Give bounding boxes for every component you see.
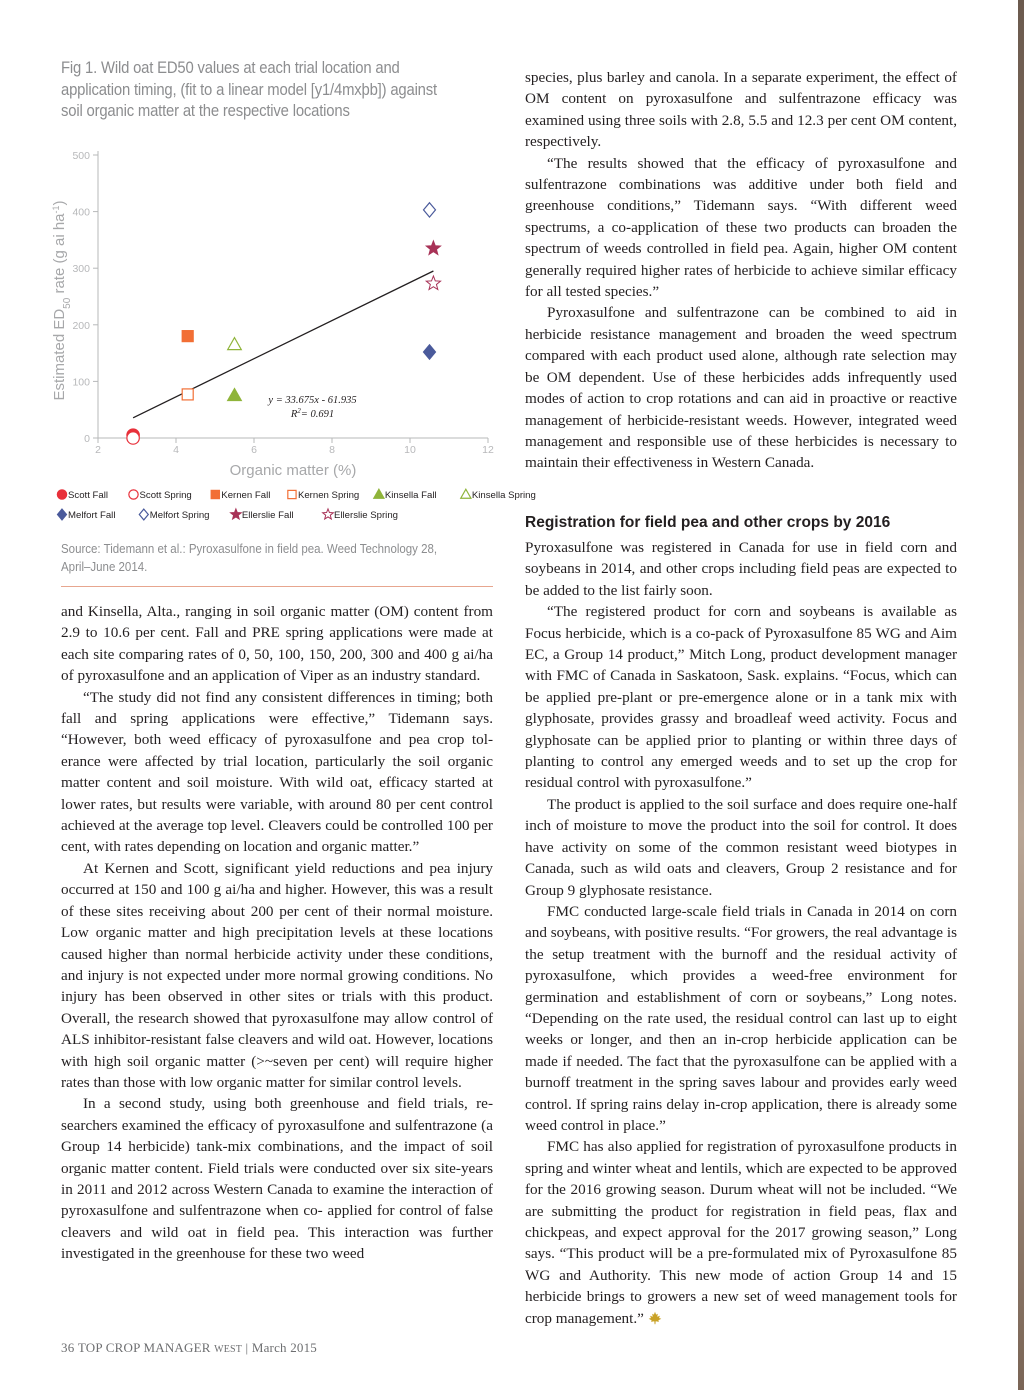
paragraph: In a second study, using both greenhouse and field trials, researchers examined the efficacy of pyroxasulfone and sulfentrazone (a Group 14 herbicide) tank-mix combinations, and the impact of soil organic matter content. Field trials were conducted over six site-years in 2011 and 2012 across Western Canada to examine the interaction of pyroxasulfone and sulfentrazone when co- applied for control of false cleavers and wild oat in field pea. This interaction was further investigated in the greenhouse for these two weed	[61, 1095, 493, 1263]
paragraph: At Kernen and Scott, significant yield reductions and pea injury occurred at 150 and 100 g ai/ha and higher. However, this was a result of these sites receiving about 200 per cent of their normal moisture. Low organic matter and high precipitation levels at these locations caused higher than normal herbicide activity under these conditions, and injury is not expected under more normal growing conditions. No injury has been observed in other sites or trials with this product. Overall, the research showed that pyroxasulfone may allow control of ALS inhibitor-resistant false cleavers and wild oat. However, locations with high soil organic matter (>~seven per cent) will require higher rates than those with low organic matter for similar control levels.	[61, 859, 493, 1091]
page-footer	[61, 1340, 317, 1356]
maple-leaf-end-icon	[648, 1311, 662, 1325]
legend-marker-kernen-fall	[211, 490, 219, 498]
paragraph: Pyroxasulfone and sulfentrazone can be combined to aid in herbicide resistance management and broaden the weed spectrum compared with each product used alone, although rate selection may be OM dependent. Use of these herbicides adds infrequently used modes of action to crop rotations and can aid in proactive or reactive management of herbicide-resistant weeds. However, integrated weed management and responsible use of these herbicides is necessary to maintain their effectiveness in Western Canada.	[525, 304, 957, 472]
data-point-kernen-fall	[182, 331, 193, 342]
y-tick-label: 500	[72, 150, 90, 162]
y-tick-label: 100	[72, 376, 90, 389]
legend-label-kinsella-fall: Kinsella Fall	[384, 490, 437, 501]
paragraph: “The results showed that the efficacy of pyroxasulfone and sulfentrazone combinations was additive under both field and greenhouse conditions,” Tidemann says. “With different weed spectrums, a co-application of these two products can broaden the spectrum of weeds controlled in field pea. Again, higher OM content generally required higher rates of herbicide to achieve similar efficacy for all tested species.”	[525, 154, 957, 301]
y-tick-label: 300	[72, 263, 90, 276]
data-point-kinsella-fall	[228, 389, 242, 401]
issue-date: March 2015	[251, 1340, 317, 1355]
left-column-text	[61, 601, 493, 1265]
paragraph: “The study did not find any consistent differences in timing; both fall and spring applications were effective,” Tidemann says. “However, both weed efficacy of pyroxasulfone and pea crop tolerance were affected by trial location, particularly the soil organic matter content and soil moisture. With wild oat, efficacy started at lower rates, but results were variable, with around 80 per cent control achieved at the average top level. Cleavers could be controlled 100 per cent, with rates depending on location and organic matter.”	[61, 688, 493, 856]
x-tick-label: 2	[95, 444, 101, 456]
page-edge-shadow	[1018, 0, 1024, 1390]
legend-label-melfort-fall: Melfort Fall	[68, 510, 116, 521]
legend-marker-scott-fall	[57, 490, 66, 499]
x-tick-label: 10	[404, 444, 416, 456]
legend-marker-scott-spring	[129, 490, 138, 499]
legend-marker-melfort-fall	[58, 509, 67, 520]
legend-marker-melfort-spring	[139, 509, 148, 520]
page-number: 36	[61, 1340, 75, 1355]
legend-label-kernen-spring: Kernen Spring	[297, 490, 360, 501]
publication-edition: WEST	[214, 1344, 243, 1355]
paragraph: “The registered product for corn and soybeans is available as Focus herbicide, which is a co-pack of Pyroxasulfone 85 WG and Aim EC, a Group 14 product,” Mitch Long, product development manager with FMC of Canada in Saskatoon, Sask. explains. “Focus, which can be applied pre-plant or pre-emergence alone or in a tank mix with glyphosate, provides grassy and broadleaf weed activity. Focus and glyphosate can be applied prior to planting or within three days of planting to control any emerged weeds and to set up the crop for residual control with pyroxasulfone.”	[525, 603, 957, 792]
legend-label-ellerslie-spring: Ellerslie Spring	[334, 510, 398, 521]
paragraph: and Kinsella, Alta., ranging in soil organic matter (OM) content from 2.9 to 10.6 per cent. Fall and PRE spring applications were made at each site comparing rates of 0, 50, 100, 150, 200, 300 and 400 g ai/ha of pyroxasulfone and an application of Viper as an industry standard.	[61, 603, 493, 685]
legend-marker-ellerslie-spring	[323, 509, 334, 519]
x-tick-label: 12	[482, 444, 494, 456]
x-tick-label: 6	[251, 444, 257, 456]
legend-label-ellerslie-fall: Ellerslie Fall	[241, 510, 294, 521]
paragraph: FMC conducted large-scale field trials in Canada in 2014 on corn and soybeans, with positive results. “For growers, the real advantage is the setup treatment with the burnoff and the residual activity of pyroxasulfone, which provides a weed-free environment for germination and establishment of corn or soybeans,” Long notes. “Depending on the rate used, the residual control can last up to eight weeks or longer, and then an in-crop herbicide application can be made if needed. The fact that the pyroxasulfone can be applied with a burnoff treatment in the spring saves labour and provides early weed control. If spring rains delay in-crop application, there is already some weed control in place.”	[525, 902, 957, 1134]
figure-caption: Fig 1. Wild oat ED50 values at each trial location and application timing, (fit to a linear model [y1/4mxþb]) against soil organic matter at the respective locations	[61, 59, 437, 120]
data-point-ellerslie-fall	[426, 241, 440, 255]
x-tick-label: 4	[173, 444, 179, 456]
legend-marker-kinsella-fall	[374, 489, 384, 498]
legend-label-kinsella-spring: Kinsella Spring	[471, 490, 536, 501]
data-point-scott-spring	[127, 432, 139, 444]
paragraph: The product is applied to the soil surface and does require one-half inch of moisture to move the product into the soil for control. It does have activity on some of the common resistant weed biotypes in Canada, such as wild oats and cleavers, Group 2 resistance and for Group 9 glyphosate resistance.	[525, 795, 957, 899]
legend-marker-kinsella-spring	[461, 489, 471, 498]
x-axis-label: Organic matter (%)	[229, 462, 357, 479]
legend-marker-kernen-spring	[288, 490, 296, 498]
y-tick-label: 200	[72, 319, 90, 332]
figure-source: Source: Tidemann et al.: Pyroxasulfone in field pea. Weed Technology 28, April–June 2014.	[61, 542, 438, 574]
x-tick-label: 8	[329, 444, 335, 456]
figure-divider	[61, 586, 493, 587]
scatter-chart	[40, 140, 536, 535]
fit-r-squared: $R^2= 0.691$	[290, 407, 335, 421]
paragraph-final-text: FMC has also applied for registration of pyroxasulfone products in spring and winter wheat and lentils, which are expected to be approved for the 2016 growing season. Durum wheat will not be included. “We are submitting the product for registration in field peas, flax and chickpeas, and expect approval for the 2017 growing season,” Long says. “This product will be a pre-formulated mix of Pyroxasulfone 85 WG and Authority. This new mode of action Group 14 and 15 herbicide brings to growers a new set of weed management tools for crop management.”	[525, 1138, 957, 1327]
paragraph-final	[525, 1136, 957, 1329]
legend-marker-ellerslie-fall	[231, 509, 242, 519]
data-point-melfort-spring	[424, 203, 436, 217]
publication-name: TOP CROP MANAGER	[77, 1340, 211, 1355]
section-heading: Registration for field pea and other crops by 2016	[525, 514, 891, 531]
legend-label-scott-spring: Scott Spring	[139, 490, 192, 501]
data-point-kinsella-spring	[228, 338, 242, 350]
y-axis-label: Estimated $ED_{50}$ rate (g ai $ha^{-1}$)	[51, 200, 73, 401]
legend-label-scott-fall: Scott Fall	[68, 490, 108, 501]
data-point-kernen-spring	[182, 389, 193, 400]
paragraph: species, plus barley and canola. In a separate experiment, the effect of OM content on pyroxasulfone and sulfentrazone efficacy was examined using three soils with 2.8, 5.5 and 12.3 per cent OM content, respectively.	[525, 69, 957, 151]
data-point-melfort-fall	[424, 345, 436, 359]
right-column-text-top	[525, 67, 957, 474]
fit-equation: y = 33.675x - 61.935	[268, 394, 357, 406]
y-tick-label: 400	[72, 206, 90, 219]
footer-separator: |	[245, 1340, 249, 1355]
paragraph: Pyroxasulfone was registered in Canada for use in field corn and soybeans in 2014, and other crops including field peas are expected to be added to the list fairly soon.	[525, 539, 957, 599]
y-tick-label: 0	[84, 433, 90, 445]
right-column-text-bottom	[525, 537, 957, 1329]
legend-label-kernen-fall: Kernen Fall	[221, 490, 271, 501]
data-point-ellerslie-spring	[426, 276, 440, 290]
legend-label-melfort-spring: Melfort Spring	[149, 510, 210, 521]
